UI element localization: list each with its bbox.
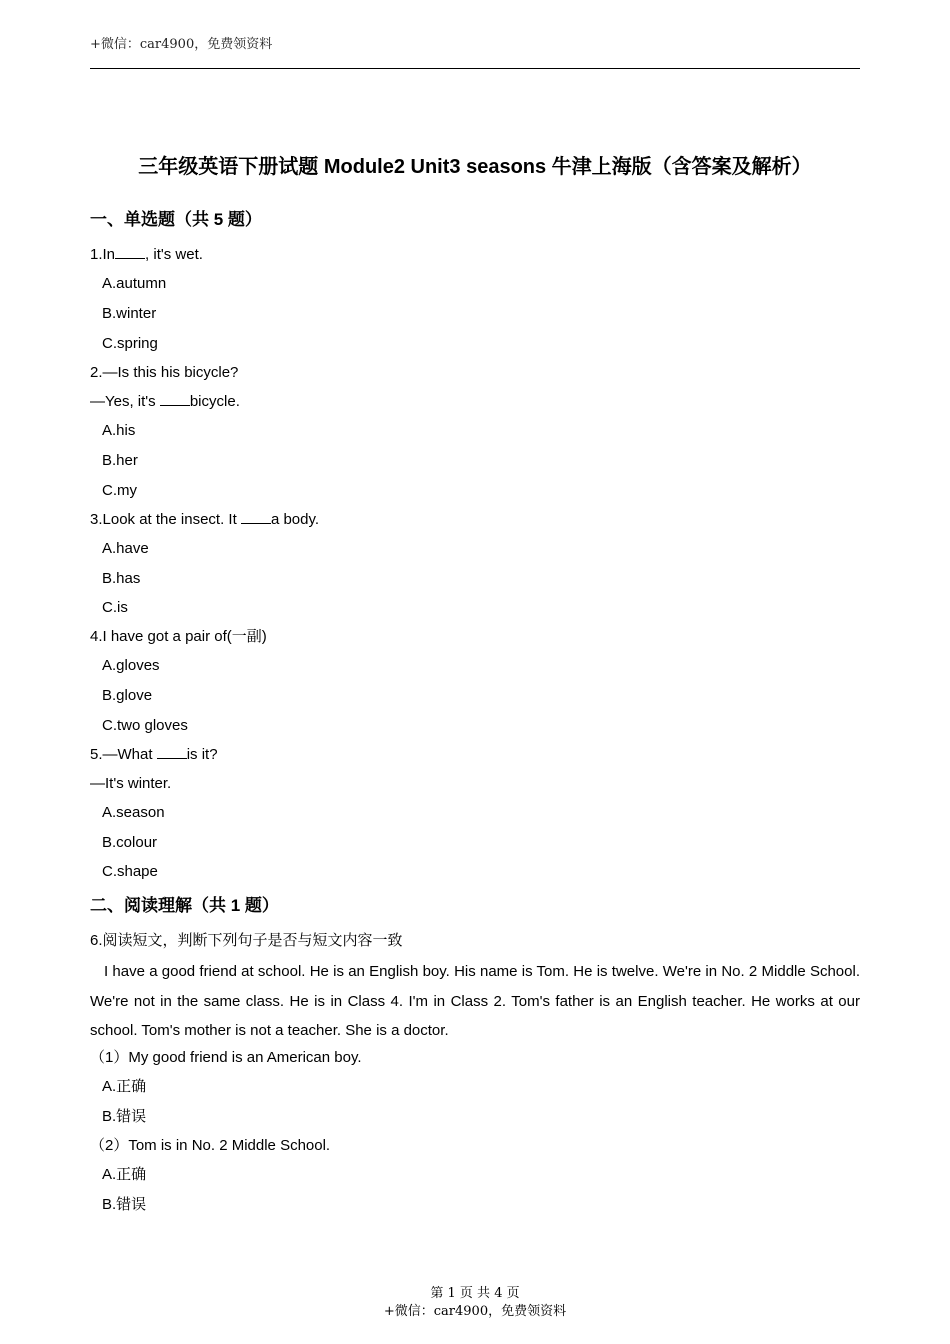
question-6-prompt: 6.阅读短文，判断下列句子是否与短文内容一致 bbox=[90, 932, 403, 949]
question-3-option-c[interactable]: C.is bbox=[102, 599, 128, 616]
footer-note: +微信：car4900，免费领资料 bbox=[383, 1304, 567, 1319]
question-4-stem: 4.I have got a pair of(一副) bbox=[90, 628, 267, 645]
question-2-stem: 2.—Is this his bicycle? bbox=[90, 364, 239, 381]
answer-blank bbox=[160, 393, 190, 406]
question-2-option-a[interactable]: A.his bbox=[102, 422, 136, 439]
answer-blank bbox=[157, 746, 187, 759]
subquestion-1-option-a[interactable]: A.正确 bbox=[102, 1078, 147, 1095]
question-3-option-a[interactable]: A.have bbox=[102, 540, 149, 557]
question-5-option-b[interactable]: B.colour bbox=[102, 834, 158, 851]
question-5-stem: 5.—What is it? bbox=[90, 746, 218, 763]
question-4-option-b[interactable]: B.glove bbox=[102, 687, 153, 704]
question-2-option-b[interactable]: B.her bbox=[102, 452, 138, 469]
question-1-option-c[interactable]: C.spring bbox=[102, 335, 158, 352]
question-1-option-a[interactable]: A.autumn bbox=[102, 275, 167, 292]
question-3-stem: 3.Look at the insect. It a body. bbox=[90, 511, 320, 528]
question-4-option-a[interactable]: A.gloves bbox=[102, 657, 160, 674]
question-1-stem: 1.In , it's wet. bbox=[90, 246, 203, 263]
page-number: 第 1 页 共 4 页 bbox=[430, 1286, 520, 1301]
header-note: +微信：car4900，免费领资料 bbox=[90, 37, 273, 52]
subquestion-1-option-b[interactable]: B.错误 bbox=[102, 1108, 147, 1125]
question-5-stem-reply: —It's winter. bbox=[90, 775, 172, 792]
subquestion-1-stem: （1）My good friend is an American boy. bbox=[90, 1049, 362, 1066]
reading-passage: I have a good friend at school. He is an English boy. His name is Tom. He is twelve. We're in No. 2 Middle School. We're not in the same class. He is in Class 4. I'm in Class 2. Tom's father is an English teacher. He works at our school. Tom's mother is not a teacher. She is a doctor. bbox=[90, 963, 860, 1040]
answer-blank bbox=[115, 246, 145, 259]
question-2-stem-reply: —Yes, it's bicycle. bbox=[90, 393, 240, 410]
question-4-option-c[interactable]: C.two gloves bbox=[102, 717, 188, 734]
question-1-option-b[interactable]: B.winter bbox=[102, 305, 157, 322]
header-divider bbox=[90, 68, 860, 69]
subquestion-2-stem: （2）Tom is in No. 2 Middle School. bbox=[90, 1137, 331, 1154]
section-2-heading: 二、阅读理解（共 1 题） bbox=[90, 896, 279, 915]
question-5-option-a[interactable]: A.season bbox=[102, 804, 165, 821]
section-1-heading: 一、单选题（共 5 题） bbox=[90, 210, 262, 229]
subquestion-2-option-b[interactable]: B.错误 bbox=[102, 1196, 147, 1213]
question-5-option-c[interactable]: C.shape bbox=[102, 863, 158, 880]
question-3-option-b[interactable]: B.has bbox=[102, 570, 141, 587]
question-2-option-c[interactable]: C.my bbox=[102, 482, 137, 499]
page-title: 三年级英语下册试题 Module2 Unit3 seasons 牛津上海版（含答案及解析） bbox=[138, 156, 812, 178]
answer-blank bbox=[241, 511, 271, 524]
subquestion-2-option-a[interactable]: A.正确 bbox=[102, 1166, 147, 1183]
